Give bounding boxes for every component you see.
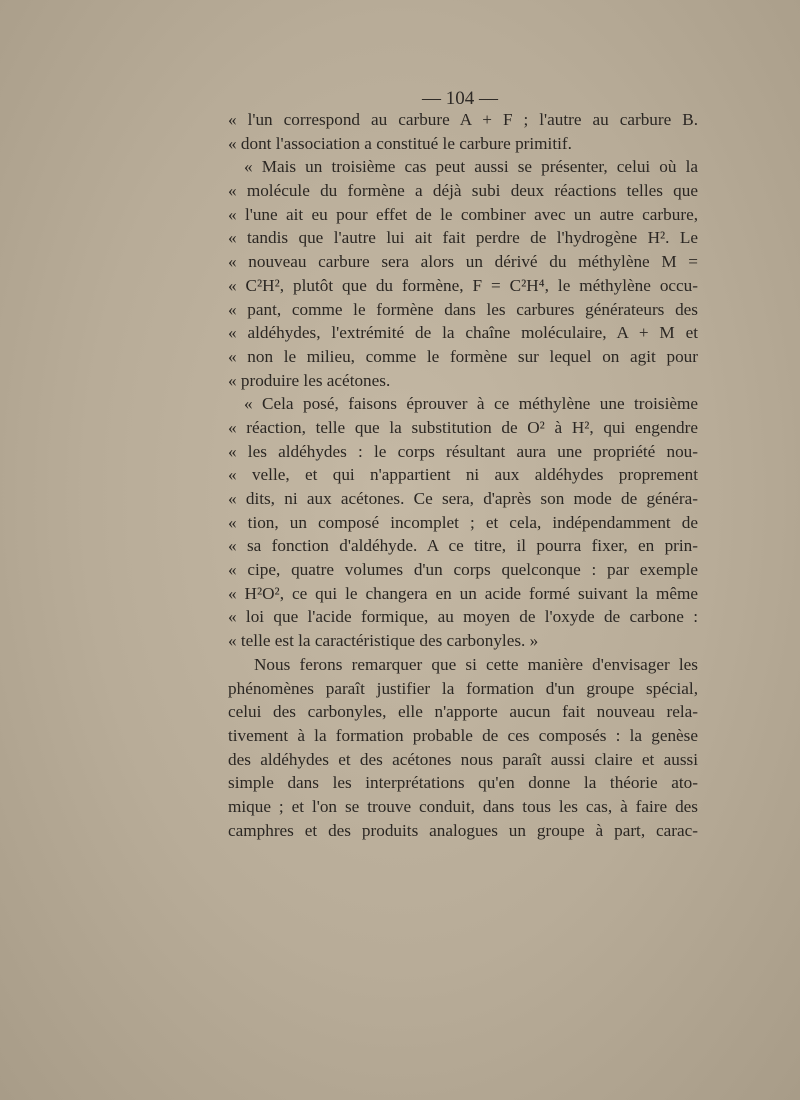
text-line: « nouveau carbure sera alors un dérivé du méthylène M = — [228, 252, 698, 272]
text-line: « velle, et qui n'appartient ni aux aldéhydes proprement — [228, 465, 698, 485]
text-line: celui des carbonyles, elle n'apporte aucun fait nouveau rela- — [228, 702, 698, 722]
text-line: Nous ferons remarquer que si cette manière d'envisager les — [254, 654, 698, 674]
text-line: des aldéhydes et des acétones nous paraît aussi claire et aussi — [228, 749, 698, 769]
text-line: « sa fonction d'aldéhyde. A ce titre, il pourra fixer, en prin- — [228, 536, 698, 556]
text-line: tivement à la formation probable de ces composés : la genèse — [228, 725, 698, 745]
text-line: « tandis que l'autre lui ait fait perdre de l'hydrogène H². Le — [228, 228, 698, 248]
text-line: camphres et des produits analogues un groupe à part, carac- — [228, 820, 698, 840]
text-line: « H²O², ce qui le changera en un acide formé suivant la même — [228, 583, 698, 603]
text-line: « les aldéhydes : le corps résultant aura une propriété nou- — [228, 441, 698, 461]
text-line: « telle est la caractéristique des carbonyles. » — [228, 631, 539, 651]
text-line: « dont l'association a constitué le carbure primitif. — [228, 133, 572, 153]
text-line: « aldéhydes, l'extrémité de la chaîne moléculaire, A + M et — [228, 323, 698, 343]
text-line: mique ; et l'on se trouve conduit, dans tous les cas, à faire des — [228, 796, 698, 816]
text-line: « Mais un troisième cas peut aussi se présenter, celui où la — [244, 157, 698, 177]
text-line: « C²H², plutôt que du formène, F = C²H⁴, le méthylène occu- — [228, 275, 698, 295]
text-line: « Cela posé, faisons éprouver à ce méthylène une troisième — [244, 394, 698, 414]
text-line: « molécule du formène a déjà subi deux réactions telles que — [228, 181, 698, 201]
text-line: phénomènes paraît justifier la formation d'un groupe spécial, — [228, 678, 698, 698]
text-line: « non le milieu, comme le formène sur lequel on agit pour — [228, 346, 698, 366]
text-line: « l'un correspond au carbure A + F ; l'autre au carbure B. — [228, 110, 698, 129]
text-line: « cipe, quatre volumes d'un corps quelconque : par exemple — [228, 560, 698, 580]
text-line: « dits, ni aux acétones. Ce sera, d'après son mode de généra- — [228, 489, 698, 508]
text-line: simple dans les interprétations qu'en donne la théorie ato- — [228, 773, 698, 793]
body-text — [228, 108, 698, 842]
text-line: « réaction, telle que la substitution de O² à H², qui engendre — [228, 417, 698, 437]
text-line: « pant, comme le formène dans les carbures générateurs des — [228, 299, 698, 319]
text-line: « tion, un composé incomplet ; et cela, indépendamment de — [228, 512, 698, 532]
text-line: « loi que l'acide formique, au moyen de l'oxyde de carbone : — [228, 607, 698, 627]
page-number: — 104 — — [422, 88, 498, 109]
text-line: « produire les acétones. — [228, 370, 391, 390]
text-line: « l'une ait eu pour effet de le combiner avec un autre carbure, — [228, 204, 698, 224]
